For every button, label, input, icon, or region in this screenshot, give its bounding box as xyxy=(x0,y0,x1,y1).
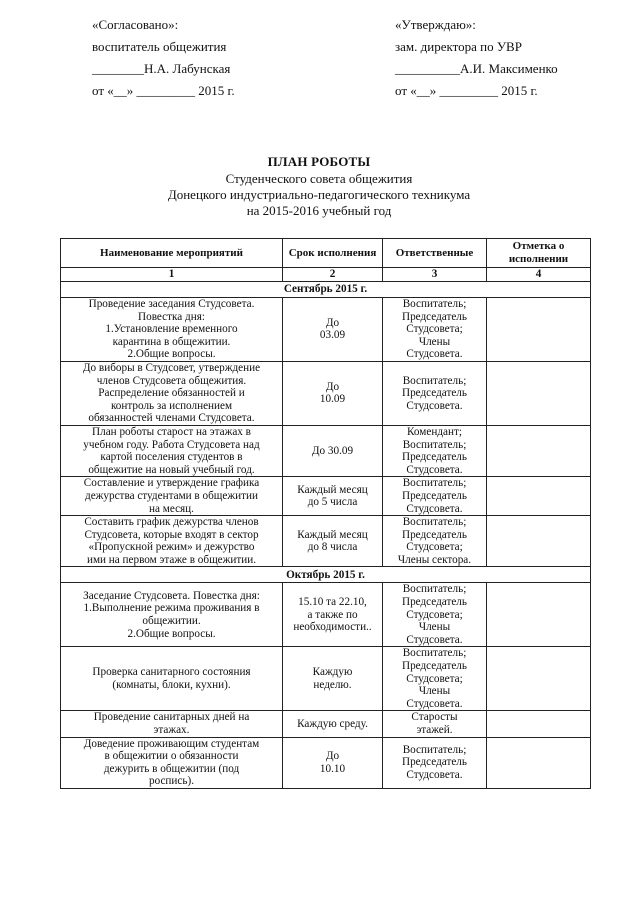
table-row xyxy=(61,425,591,476)
approved-line: __________А.И. Максименко xyxy=(395,61,558,76)
event-line: Проведение заседания Студсовета. xyxy=(88,298,255,310)
responsible-line: Воспитатель; xyxy=(402,583,467,596)
event-line: дежурства студентами в общежитии xyxy=(85,489,258,502)
responsible-line: Воспитатель; xyxy=(402,743,467,756)
event-line: 1.Установление временного xyxy=(105,323,238,336)
responsible-line: Студсовета; xyxy=(406,672,463,685)
responsible-line: Председатель xyxy=(401,310,467,323)
table-row xyxy=(61,298,591,362)
agreed-line: «Согласовано»: xyxy=(92,17,179,32)
event-line: Повестка дня: xyxy=(138,310,205,323)
responsible-cell xyxy=(383,737,487,788)
term-cell xyxy=(283,583,383,647)
responsible-cell xyxy=(383,583,487,647)
term-line: до 5 числа xyxy=(307,496,358,509)
column-number: 4 xyxy=(487,268,591,282)
plan-subtitle-line: Донецкого индустриально-педагогического техникума xyxy=(167,187,471,202)
table-row xyxy=(61,737,591,788)
agreed-line: воспитатель общежития xyxy=(92,39,227,54)
event-cell xyxy=(61,711,283,737)
table-row xyxy=(61,361,591,425)
event-line: Составление и утверждение графика xyxy=(83,477,260,490)
term-line: Каждую среду. xyxy=(297,717,368,730)
event-cell xyxy=(61,298,283,362)
responsible-line: Студсовета. xyxy=(406,633,463,646)
event-line: 2.Общие вопросы. xyxy=(127,348,216,361)
responsible-line: Воспитатель; xyxy=(402,374,467,387)
event-line: (комнаты, блоки, кухни). xyxy=(112,678,231,691)
term-line: а также по xyxy=(307,608,358,621)
term-line: До xyxy=(325,380,340,393)
term-cell xyxy=(283,477,383,516)
term-line: До xyxy=(325,316,340,329)
responsible-line: Председатель xyxy=(401,387,467,400)
responsible-line: Студсовета. xyxy=(406,502,463,515)
event-line: До виборы в Студсовет, утверждение xyxy=(82,361,261,374)
event-cell xyxy=(61,737,283,788)
mark-cell xyxy=(487,516,591,567)
responsible-line: Председатель xyxy=(401,528,467,541)
approved-line: зам. директора по УВР xyxy=(395,39,522,54)
responsible-line: Председатель xyxy=(401,451,467,464)
responsible-cell xyxy=(383,711,487,737)
event-line: ими на первом этаже в общежитии. xyxy=(86,553,257,566)
responsible-line: Члены xyxy=(418,621,451,634)
event-cell xyxy=(61,647,283,711)
month-label: Сентябрь 2015 г. xyxy=(61,282,591,298)
mark-cell xyxy=(487,583,591,647)
responsible-cell xyxy=(383,477,487,516)
month-row xyxy=(61,282,591,298)
event-line: обязанностей членами Студсовета. xyxy=(88,412,255,425)
responsible-line: Старосты xyxy=(411,711,458,724)
event-line: План роботы старост на этажах в xyxy=(92,425,251,438)
event-line: 1.Выполнение режима проживания в xyxy=(83,602,260,615)
event-line: роспись). xyxy=(149,775,194,788)
responsible-line: Председатель xyxy=(401,756,467,769)
term-line: необходимости.. xyxy=(293,621,372,634)
header-term: Срок исполнения xyxy=(283,239,383,268)
responsible-line: Члены xyxy=(418,685,451,698)
mark-cell xyxy=(487,298,591,362)
responsible-line: Члены сектора. xyxy=(397,553,472,566)
event-line: 2.Общие вопросы. xyxy=(127,627,216,640)
event-line: общежитии. xyxy=(142,614,201,627)
mark-cell xyxy=(487,477,591,516)
column-number: 1 xyxy=(61,268,283,282)
event-line: Заседание Студсовета. Повестка дня: xyxy=(83,589,260,602)
mark-cell xyxy=(487,647,591,711)
mark-cell xyxy=(487,425,591,476)
agreed-block xyxy=(92,14,235,102)
term-line: 10.10 xyxy=(319,762,346,775)
responsible-line: Студсовета; xyxy=(406,541,463,554)
month-label: Октябрь 2015 г. xyxy=(61,567,591,583)
header-responsible: Ответственные xyxy=(383,239,487,268)
event-line: Проверка санитарного состояния xyxy=(92,666,251,679)
plan-title-block xyxy=(0,152,638,219)
responsible-line: этажей. xyxy=(416,724,453,736)
responsible-line: Председатель xyxy=(401,489,467,502)
approved-line: от «__» _________ 2015 г. xyxy=(395,83,538,98)
term-line: 03.09 xyxy=(319,329,346,342)
responsible-line: Воспитатель; xyxy=(402,477,467,490)
event-line: Проведение санитарных дней на xyxy=(93,711,250,724)
responsible-line: Председатель xyxy=(401,596,467,609)
term-line: Каждый месяц xyxy=(297,483,368,496)
mark-cell xyxy=(487,361,591,425)
event-line: этажах. xyxy=(153,724,190,736)
responsible-line: Студсовета. xyxy=(406,769,463,782)
agreed-line: ________Н.А. Лабунская xyxy=(92,61,231,76)
approved-line: «Утверждаю»: xyxy=(395,17,476,32)
term-cell xyxy=(283,361,383,425)
plan-table xyxy=(60,238,591,789)
event-cell xyxy=(61,516,283,567)
event-line: карантина в общежитии. xyxy=(112,335,231,348)
event-line: контроль за исполнением xyxy=(110,399,233,412)
responsible-line: Воспитатель; xyxy=(402,516,467,529)
responsible-cell xyxy=(383,516,487,567)
event-line: в общежитии о обязанности xyxy=(104,750,239,763)
table-row xyxy=(61,647,591,711)
term-line: До 30.09 xyxy=(311,444,354,457)
plan-subtitle-line: Студенческого совета общежития xyxy=(225,171,413,186)
column-number: 3 xyxy=(383,268,487,282)
responsible-line: Студсовета. xyxy=(406,463,463,476)
term-line: 10.09 xyxy=(319,393,346,406)
event-line: картой поселения студентов в xyxy=(100,451,243,464)
term-cell xyxy=(283,647,383,711)
approved-block xyxy=(395,14,558,102)
plan-table-body xyxy=(61,282,591,789)
responsible-line: Председатель xyxy=(401,660,467,673)
term-line: Каждый месяц xyxy=(297,528,368,541)
table-row xyxy=(61,711,591,737)
responsible-line: Комендант; xyxy=(407,425,462,438)
term-line: Каждую xyxy=(312,666,353,679)
responsible-cell xyxy=(383,361,487,425)
table-row xyxy=(61,583,591,647)
term-line: неделю. xyxy=(313,678,352,691)
plan-title: ПЛАН РОБОТЫ xyxy=(267,154,371,169)
agreed-line: от «__» _________ 2015 г. xyxy=(92,83,235,98)
plan-subtitle-line: на 2015-2016 учебный год xyxy=(246,203,392,218)
term-cell xyxy=(283,711,383,737)
event-line: общежитие на новый учебный год. xyxy=(88,463,255,476)
table-row xyxy=(61,477,591,516)
responsible-line: Студсовета. xyxy=(406,348,463,361)
term-line: До xyxy=(325,750,340,763)
event-line: на месяц. xyxy=(149,502,194,515)
term-cell xyxy=(283,425,383,476)
responsible-line: Члены xyxy=(418,335,451,348)
event-line: Составить график дежурства членов xyxy=(84,516,259,529)
event-line: Студсовета, которые входят в сектор xyxy=(84,528,259,541)
event-cell xyxy=(61,583,283,647)
event-line: дежурить в общежитии (под xyxy=(103,762,240,775)
event-line: учебном году. Работа Студсовета над xyxy=(83,438,260,451)
mark-cell xyxy=(487,737,591,788)
event-cell xyxy=(61,425,283,476)
mark-cell xyxy=(487,711,591,737)
header-mark: Отметка о исполнении xyxy=(487,239,591,268)
term-cell xyxy=(283,298,383,362)
event-line: Распределение обязанностей и xyxy=(98,387,245,400)
responsible-line: Воспитатель; xyxy=(402,647,467,660)
term-cell xyxy=(283,737,383,788)
term-line: до 8 числа xyxy=(307,541,358,554)
approval-block xyxy=(0,14,638,104)
responsible-line: Студсовета; xyxy=(406,323,463,336)
event-line: «Пропускной режим» и дежурство xyxy=(88,541,255,554)
event-cell xyxy=(61,361,283,425)
column-number: 2 xyxy=(283,268,383,282)
responsible-cell xyxy=(383,647,487,711)
responsible-line: Студсовета. xyxy=(406,697,463,710)
term-cell xyxy=(283,516,383,567)
responsible-line: Студсовета; xyxy=(406,608,463,621)
event-cell xyxy=(61,477,283,516)
responsible-line: Воспитатель; xyxy=(402,438,467,451)
responsible-cell xyxy=(383,425,487,476)
month-row xyxy=(61,567,591,583)
event-line: Доведение проживающим студентам xyxy=(83,737,260,750)
table-row xyxy=(61,516,591,567)
responsible-cell xyxy=(383,298,487,362)
responsible-line: Студсовета. xyxy=(406,399,463,412)
event-line: членов Студсовета общежития. xyxy=(96,374,247,387)
term-line: 15.10 та 22.10, xyxy=(298,596,367,609)
responsible-line: Воспитатель; xyxy=(402,298,467,310)
header-events: Наименование мероприятий xyxy=(61,239,283,268)
